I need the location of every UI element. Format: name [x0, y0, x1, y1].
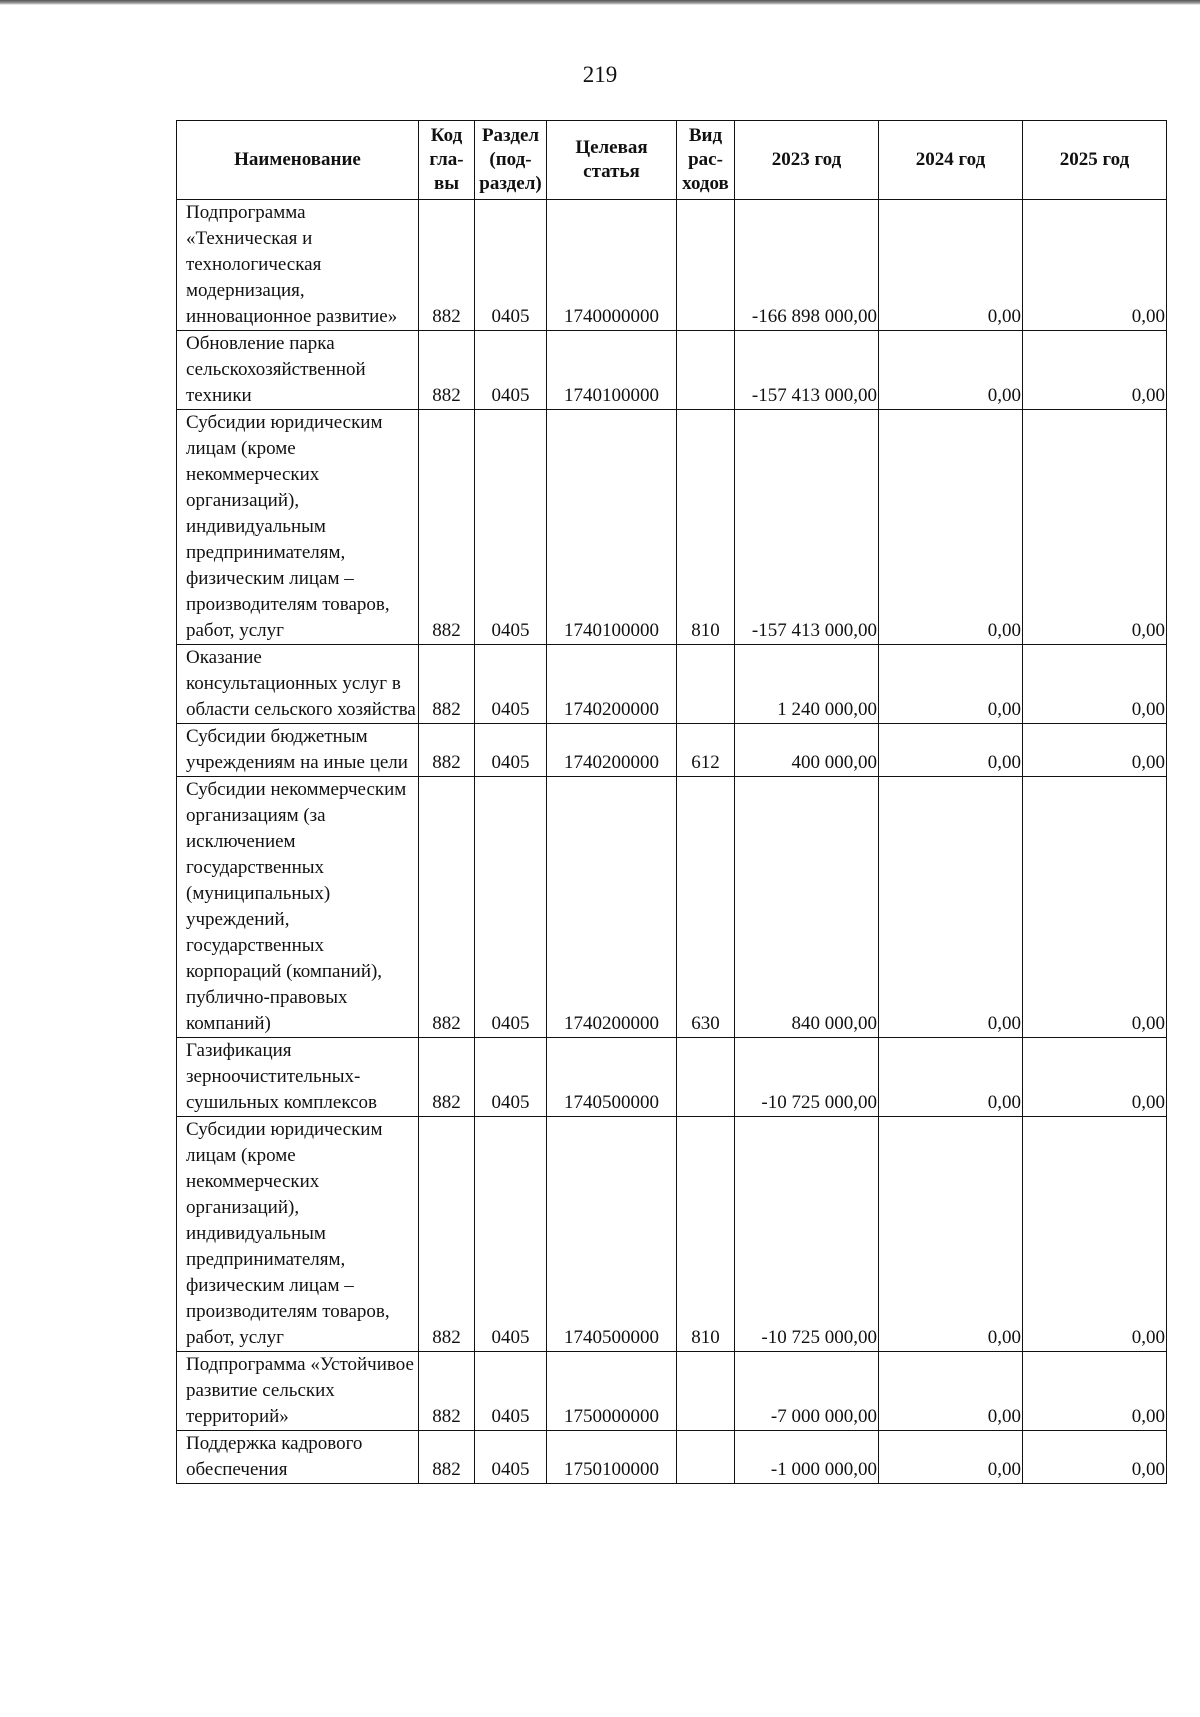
cell-section: 0405	[475, 777, 547, 1038]
header-line: Целевая	[575, 137, 648, 158]
cell-expense-type	[677, 1352, 735, 1431]
cell-2025: 0,00	[1023, 200, 1167, 331]
cell-2023: -157 413 000,00	[735, 331, 879, 410]
table-row	[177, 1038, 1167, 1117]
cell-2025: 0,00	[1023, 410, 1167, 645]
table-row	[177, 410, 1167, 645]
cell-2024: 0,00	[879, 1117, 1023, 1352]
header-chapter-code	[419, 121, 475, 200]
cell-chapter-code: 882	[419, 1352, 475, 1431]
cell-target-article: 1750100000	[547, 1431, 677, 1484]
cell-expense-type	[677, 645, 735, 724]
header-line: гла-	[429, 149, 464, 170]
cell-2023: -10 725 000,00	[735, 1117, 879, 1352]
cell-expense-type: 810	[677, 1117, 735, 1352]
cell-2025: 0,00	[1023, 1352, 1167, 1431]
cell-name: Субсидии бюджетным учреждениям на иные цели	[177, 724, 419, 777]
cell-name: Обновление парка сельскохозяйственной техники	[177, 331, 419, 410]
cell-section: 0405	[475, 200, 547, 331]
header-line: 2024 год	[915, 149, 986, 170]
cell-2023: 840 000,00	[735, 777, 879, 1038]
cell-expense-type: 630	[677, 777, 735, 1038]
header-line: (под-	[489, 149, 532, 170]
cell-chapter-code: 882	[419, 1117, 475, 1352]
cell-2025: 0,00	[1023, 331, 1167, 410]
table-row	[177, 1117, 1167, 1352]
cell-2025: 0,00	[1023, 777, 1167, 1038]
cell-section: 0405	[475, 1352, 547, 1431]
table-row	[177, 200, 1167, 331]
cell-2024: 0,00	[879, 645, 1023, 724]
header-target-article	[547, 121, 677, 200]
cell-2023: 400 000,00	[735, 724, 879, 777]
cell-2025: 0,00	[1023, 1431, 1167, 1484]
cell-expense-type: 810	[677, 410, 735, 645]
cell-expense-type	[677, 1431, 735, 1484]
header-name	[177, 121, 419, 200]
cell-chapter-code: 882	[419, 777, 475, 1038]
header-line: Раздел	[481, 125, 540, 146]
cell-chapter-code: 882	[419, 645, 475, 724]
cell-2024: 0,00	[879, 331, 1023, 410]
cell-2024: 0,00	[879, 777, 1023, 1038]
scan-top-edge	[0, 0, 1200, 5]
cell-name: Субсидии юридическим лицам (кроме некоммерческих организаций), индивидуальным предпринимателям, физическим лицам – производителям товаров, работ, услуг	[177, 1117, 419, 1352]
cell-2025: 0,00	[1023, 645, 1167, 724]
cell-2024: 0,00	[879, 1038, 1023, 1117]
table-row	[177, 724, 1167, 777]
header-section	[475, 121, 547, 200]
cell-target-article: 1740500000	[547, 1038, 677, 1117]
cell-2023: -166 898 000,00	[735, 200, 879, 331]
header-line: вы	[433, 173, 460, 194]
header-line: 2025 год	[1059, 149, 1130, 170]
cell-expense-type	[677, 331, 735, 410]
cell-target-article: 1740000000	[547, 200, 677, 331]
cell-chapter-code: 882	[419, 1431, 475, 1484]
cell-chapter-code: 882	[419, 1038, 475, 1117]
cell-2024: 0,00	[879, 1431, 1023, 1484]
cell-2025: 0,00	[1023, 1117, 1167, 1352]
cell-expense-type: 612	[677, 724, 735, 777]
header-line: рас-	[688, 149, 723, 170]
header-line: Наименование	[234, 149, 361, 170]
budget-table	[176, 120, 1167, 1484]
header-line: раздел)	[479, 173, 542, 194]
cell-name: Оказание консультационных услуг в области сельского хозяйства	[177, 645, 419, 724]
cell-2023: -1 000 000,00	[735, 1431, 879, 1484]
header-line: ходов	[682, 173, 729, 194]
cell-name: Подпрограмма «Техническая и технологическая модернизация, инновационное развитие»	[177, 200, 419, 331]
cell-section: 0405	[475, 724, 547, 777]
table-row	[177, 777, 1167, 1038]
header-line: статья	[583, 161, 640, 182]
cell-chapter-code: 882	[419, 331, 475, 410]
cell-expense-type	[677, 200, 735, 331]
cell-2024: 0,00	[879, 200, 1023, 331]
cell-2024: 0,00	[879, 1352, 1023, 1431]
cell-2023: -10 725 000,00	[735, 1038, 879, 1117]
table-row	[177, 645, 1167, 724]
cell-chapter-code: 882	[419, 724, 475, 777]
cell-name: Субсидии юридическим лицам (кроме некоммерческих организаций), индивидуальным предпринимателям, физическим лицам – производителям товаров, работ, услуг	[177, 410, 419, 645]
header-line: 2023 год	[771, 149, 842, 170]
cell-2025: 0,00	[1023, 1038, 1167, 1117]
cell-target-article: 1740100000	[547, 331, 677, 410]
header-2025	[1023, 121, 1167, 200]
cell-expense-type	[677, 1038, 735, 1117]
cell-2023: 1 240 000,00	[735, 645, 879, 724]
cell-2025: 0,00	[1023, 724, 1167, 777]
cell-target-article: 1740200000	[547, 645, 677, 724]
header-line: Код	[430, 125, 463, 146]
header-2023	[735, 121, 879, 200]
cell-2024: 0,00	[879, 724, 1023, 777]
cell-section: 0405	[475, 1117, 547, 1352]
page-number: 219	[582, 62, 618, 87]
cell-name: Поддержка кадрового обеспечения	[177, 1431, 419, 1484]
table-body	[177, 200, 1167, 1484]
cell-section: 0405	[475, 1431, 547, 1484]
cell-chapter-code: 882	[419, 410, 475, 645]
table-row	[177, 331, 1167, 410]
cell-2023: -157 413 000,00	[735, 410, 879, 645]
header-expense-type	[677, 121, 735, 200]
header-2024	[879, 121, 1023, 200]
cell-section: 0405	[475, 410, 547, 645]
cell-name: Газификация зерноочистительных-сушильных комплексов	[177, 1038, 419, 1117]
cell-chapter-code: 882	[419, 200, 475, 331]
cell-target-article: 1750000000	[547, 1352, 677, 1431]
cell-section: 0405	[475, 1038, 547, 1117]
header-line: Вид	[688, 125, 723, 146]
cell-name: Подпрограмма «Устойчивое развитие сельских территорий»	[177, 1352, 419, 1431]
cell-section: 0405	[475, 331, 547, 410]
cell-target-article: 1740200000	[547, 777, 677, 1038]
cell-section: 0405	[475, 645, 547, 724]
table-row	[177, 1352, 1167, 1431]
cell-target-article: 1740500000	[547, 1117, 677, 1352]
cell-target-article: 1740100000	[547, 410, 677, 645]
cell-2023: -7 000 000,00	[735, 1352, 879, 1431]
cell-name: Субсидии некоммерческим организациям (за исключением государственных (муниципальных) учреждений, государственных корпораций (компаний), публично-правовых компаний)	[177, 777, 419, 1038]
cell-2024: 0,00	[879, 410, 1023, 645]
table-header-row	[177, 121, 1167, 200]
table-row	[177, 1431, 1167, 1484]
cell-target-article: 1740200000	[547, 724, 677, 777]
